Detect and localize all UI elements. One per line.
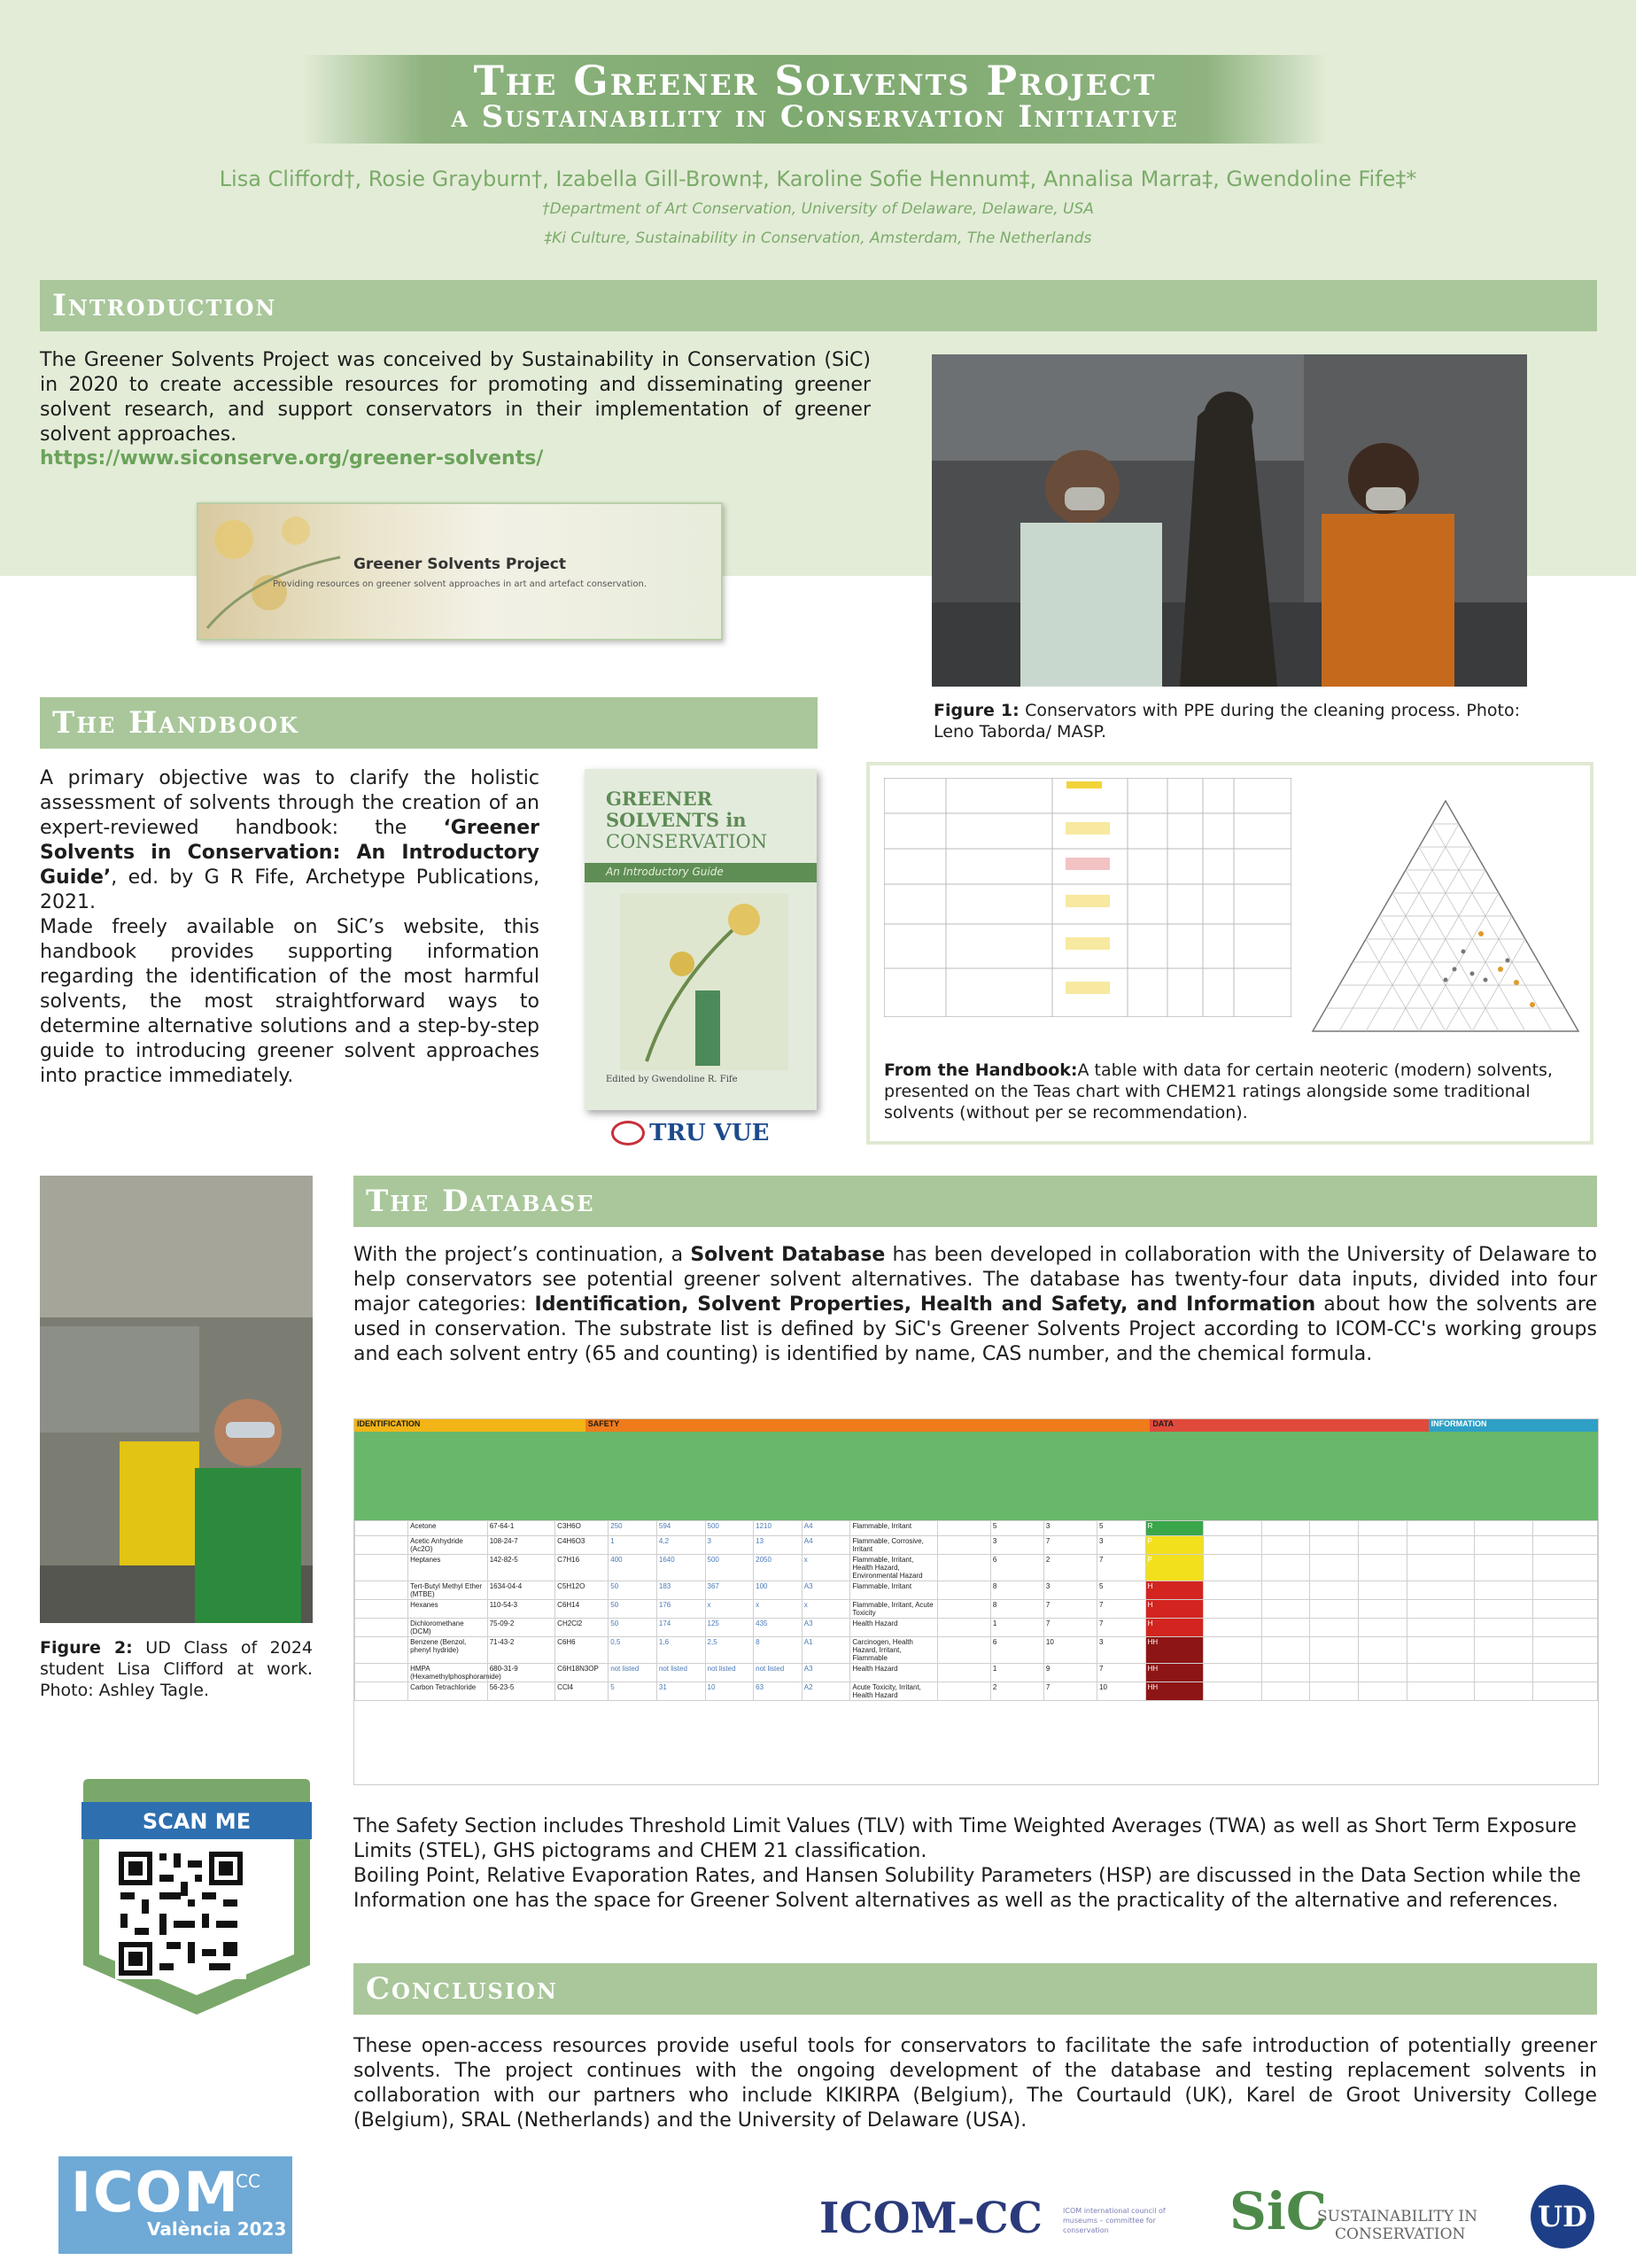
- table-cell: Health Hazard: [850, 1664, 937, 1682]
- table-cell: 8: [990, 1581, 1043, 1600]
- table-cell: Flammable, Irritant, Health Hazard, Environmental Hazard: [850, 1555, 937, 1581]
- table-cell: [1261, 1600, 1310, 1619]
- table-cell: [937, 1664, 990, 1682]
- affiliation-1: †Department of Art Conservation, University of Delaware, Delaware, USA: [542, 200, 1094, 218]
- table-cell: [1532, 1555, 1597, 1581]
- table-cell: 183: [656, 1581, 705, 1600]
- handbook-text-a: A primary objective was to clarify the holistic assessment of solvents through the creation of an expert-reviewed handbook: the: [40, 767, 539, 839]
- table-cell: C6H14: [555, 1600, 609, 1619]
- table-cell: [1310, 1637, 1359, 1664]
- database-text-5: about how the solvents are used in conservation. The substrate list is defined by SiC's Greener Solvents Project according to ICOM-CC's working groups and each solvent entry (65 and counting) is identified by name, CAS number, and the chemical formula.: [353, 1293, 1597, 1365]
- table-cell: 5: [1097, 1581, 1146, 1600]
- handbook-text-c: , ed. by G R Fife, Archetype Publications, 2021.: [40, 866, 539, 913]
- table-cell: 3: [1097, 1536, 1146, 1555]
- truvue-logo: [611, 1120, 769, 1146]
- table-cell: 7: [1097, 1619, 1146, 1637]
- table-cell: 7: [1043, 1619, 1097, 1637]
- table-cell: 435: [754, 1619, 802, 1637]
- handbook-paragraph-1: [40, 766, 539, 915]
- table-cell: 3: [705, 1536, 754, 1555]
- table-cell: 1: [990, 1619, 1043, 1637]
- database-text-1: With the project’s continuation, a: [353, 1244, 691, 1266]
- table-cell: [1204, 1555, 1262, 1581]
- table-cell: 10: [1097, 1682, 1146, 1701]
- table-cell: C3H6O: [555, 1521, 609, 1536]
- table-cell: Health Hazard: [850, 1619, 937, 1637]
- table-cell: x: [802, 1555, 850, 1581]
- table-cell: [1358, 1619, 1407, 1637]
- table-cell: [1204, 1619, 1262, 1637]
- table-cell: 1,6: [656, 1637, 705, 1664]
- table-cell: not listed: [754, 1664, 802, 1682]
- table-cell: [1532, 1664, 1597, 1682]
- table-cell: 2: [990, 1682, 1043, 1701]
- table-cell: [1407, 1581, 1474, 1600]
- table-cell: [355, 1682, 408, 1701]
- table-row: [355, 1664, 1598, 1682]
- table-cell: A4: [802, 1536, 850, 1555]
- table-cell: [1532, 1637, 1597, 1664]
- table-cell: Flammable, Irritant: [850, 1521, 937, 1536]
- table-cell: 5: [1097, 1521, 1146, 1536]
- table-cell: CCl4: [555, 1682, 609, 1701]
- table-cell: [1261, 1555, 1310, 1581]
- table-cell: [355, 1536, 408, 1555]
- table-cell: [355, 1521, 408, 1536]
- table-cell: [1475, 1664, 1533, 1682]
- table-cell: Acetic Anhydride (Ac2O): [408, 1536, 488, 1555]
- table-cell: not listed: [609, 1664, 657, 1682]
- table-cell: [1310, 1581, 1359, 1600]
- category-safety: SAFETY: [585, 1419, 1151, 1432]
- table-cell: HH: [1145, 1637, 1204, 1664]
- table-cell: 1634-04-4: [487, 1581, 554, 1600]
- safety-section-text: The Safety Section includes Threshold Limit Values (TLV) with Time Weighted Averages (TWA) as well as Short Term Exposure Limits (STEL), GHS pictograms and CHEM 21 classification.: [353, 1815, 1577, 1862]
- table-cell: [1204, 1536, 1262, 1555]
- figure2-label: Figure 2:: [40, 1638, 133, 1658]
- category-information: INFORMATION: [1429, 1419, 1598, 1432]
- table-cell: [1407, 1682, 1474, 1701]
- table-cell: [937, 1637, 990, 1664]
- table-cell: 7: [1043, 1682, 1097, 1701]
- table-cell: 5: [990, 1521, 1043, 1536]
- table-cell: 7: [1097, 1600, 1146, 1619]
- table-cell: 6: [990, 1555, 1043, 1581]
- table-cell: H: [1145, 1619, 1204, 1637]
- table-cell: x: [705, 1600, 754, 1619]
- from-handbook-caption: [884, 1060, 1584, 1123]
- table-cell: 3: [1043, 1581, 1097, 1600]
- table-cell: [937, 1619, 990, 1637]
- figure1-text: Conservators with PPE during the cleaning process. Photo: Leno Taborda/ MASP.: [934, 701, 1520, 742]
- table-cell: Heptanes: [408, 1555, 488, 1581]
- table-cell: A4: [802, 1521, 850, 1536]
- table-row: [355, 1581, 1598, 1600]
- table-cell: [355, 1664, 408, 1682]
- affiliation-2: ‡Ki Culture, Sustainability in Conservation, Amsterdam, The Netherlands: [544, 229, 1092, 247]
- table-cell: [1310, 1682, 1359, 1701]
- valencia-text: València 2023: [147, 2218, 287, 2240]
- intro-heading: Introduction: [40, 280, 1597, 331]
- poster-title: The Greener Solvents Project: [473, 57, 1157, 105]
- sic-text-line1: SUSTAINABILITY IN: [1317, 2208, 1477, 2225]
- table-cell: [1532, 1521, 1597, 1536]
- category-bar: [354, 1419, 1598, 1432]
- conclusion-text: These open-access resources provide useful tools for conservators to facilitate the safe introduction of potentially greener solvents. The project continues with the ongoing development of the database and testing replacement solvents in collaboration with our partners who include KIKIRPA (Belgium), The Courtauld (UK), Karel de Groot University College (Belgium), SRAL (Netherlands) and the University of Delaware (USA).: [353, 2035, 1597, 2132]
- table-cell: 500: [705, 1521, 754, 1536]
- table-cell: x: [802, 1600, 850, 1619]
- table-cell: HH: [1145, 1682, 1204, 1701]
- table-cell: 13: [754, 1536, 802, 1555]
- table-cell: Flammable, Corrosive, Irritant: [850, 1536, 937, 1555]
- banner-title: Greener Solvents Project: [353, 555, 567, 573]
- database-heading: The Database: [353, 1176, 1597, 1227]
- table-cell: 5: [609, 1682, 657, 1701]
- table-cell: [355, 1637, 408, 1664]
- table-cell: 7: [1097, 1555, 1146, 1581]
- scan-me-label: SCAN ME: [142, 1809, 252, 1834]
- table-cell: 3: [990, 1536, 1043, 1555]
- table-cell: HMPA (Hexamethylphosphoramide): [408, 1664, 488, 1682]
- icom-logo-text: ICOM: [71, 2160, 240, 2225]
- table-cell: [1475, 1555, 1533, 1581]
- ud-logo: UD: [1531, 2185, 1594, 2249]
- banner-subtitle: Providing resources on greener solvent approaches in art and artefact conservation.: [272, 579, 647, 589]
- table-cell: [1475, 1521, 1533, 1536]
- handbook-heading: The Handbook: [40, 697, 818, 749]
- table-cell: Flammable, Irritant, Acute Toxicity: [850, 1600, 937, 1619]
- from-handbook-label: From the Handbook:: [884, 1060, 1078, 1080]
- figure2-photo: [40, 1176, 313, 1623]
- table-cell: 10: [705, 1682, 754, 1701]
- table-cell: [1407, 1536, 1474, 1555]
- table-cell: [1204, 1664, 1262, 1682]
- conclusion-heading: Conclusion: [353, 1963, 1597, 2015]
- table-cell: [1358, 1581, 1407, 1600]
- figure2-text: UD Class of 2024 student Lisa Clifford at work. Photo: Ashley Tagle.: [40, 1638, 314, 1700]
- table-cell: [937, 1581, 990, 1600]
- table-cell: 4,2: [656, 1536, 705, 1555]
- figure1-label: Figure 1:: [934, 701, 1020, 720]
- handbook-title-bold: ‘Greener Solvents in Conservation: An Introductory Guide’: [40, 817, 539, 889]
- table-cell: [1204, 1521, 1262, 1536]
- table-cell: A3: [802, 1664, 850, 1682]
- book-title-3: CONSERVATION: [606, 831, 768, 852]
- table-cell: 67-64-1: [487, 1521, 554, 1536]
- table-cell: 594: [656, 1521, 705, 1536]
- table-cell: [937, 1536, 990, 1555]
- database-text-bold-2: Identification, Solvent Properties, Health and Safety, and Information: [534, 1293, 1316, 1316]
- table-cell: not listed: [705, 1664, 754, 1682]
- icomcc-logo-text: ICOM-CC: [819, 2194, 1043, 2243]
- table-cell: 125: [705, 1619, 754, 1637]
- table-cell: [1532, 1682, 1597, 1701]
- table-cell: [1407, 1521, 1474, 1536]
- table-cell: [937, 1521, 990, 1536]
- table-cell: A3: [802, 1619, 850, 1637]
- conservators-photo: [932, 354, 1527, 687]
- table-cell: 0,5: [609, 1637, 657, 1664]
- table-cell: [1358, 1555, 1407, 1581]
- table-cell: 50: [609, 1619, 657, 1637]
- table-cell: 367: [705, 1581, 754, 1600]
- table-cell: 500: [705, 1555, 754, 1581]
- scan-me-badge: [81, 1777, 312, 2016]
- table-cell: 7: [1043, 1600, 1097, 1619]
- table-cell: [1407, 1664, 1474, 1682]
- table-cell: [1310, 1555, 1359, 1581]
- table-cell: 250: [609, 1521, 657, 1536]
- table-cell: 8: [990, 1600, 1043, 1619]
- table-cell: [937, 1555, 990, 1581]
- table-cell: A3: [802, 1581, 850, 1600]
- table-cell: 3: [1097, 1637, 1146, 1664]
- book-tagline: An Introductory Guide: [606, 866, 724, 878]
- book-title-1: GREENER: [606, 788, 713, 810]
- table-cell: [1407, 1619, 1474, 1637]
- table-cell: C5H12O: [555, 1581, 609, 1600]
- table-cell: [1358, 1682, 1407, 1701]
- icomcc-logo: [819, 2194, 1043, 2243]
- table-cell: C4H6O3: [555, 1536, 609, 1555]
- table-cell: 680-31-9: [487, 1664, 554, 1682]
- table-cell: [1261, 1637, 1310, 1664]
- table-cell: 108-24-7: [487, 1536, 554, 1555]
- table-cell: HH: [1145, 1664, 1204, 1682]
- table-cell: [1358, 1521, 1407, 1536]
- figure1-caption: [934, 700, 1520, 742]
- table-cell: A2: [802, 1682, 850, 1701]
- table-cell: [1475, 1682, 1533, 1701]
- table-cell: [355, 1600, 408, 1619]
- table-cell: [1358, 1600, 1407, 1619]
- table-cell: [1261, 1581, 1310, 1600]
- table-cell: [1407, 1637, 1474, 1664]
- data-section-text: Boiling Point, Relative Evaporation Rates, and Hansen Solubility Parameters (HSP) are discussed in the Data Section while the Information one has the space for Greener Solvent alternatives as well as the practicality of the alternative and references.: [353, 1865, 1581, 1912]
- table-cell: 1210: [754, 1521, 802, 1536]
- database-text: [353, 1243, 1597, 1367]
- table-cell: [1532, 1581, 1597, 1600]
- category-data: DATA: [1150, 1419, 1428, 1432]
- table-cell: 2: [1043, 1555, 1097, 1581]
- table-cell: [355, 1555, 408, 1581]
- table-cell: 7: [1097, 1664, 1146, 1682]
- table-cell: [1310, 1664, 1359, 1682]
- table-cell: CH2Cl2: [555, 1619, 609, 1637]
- table-row: [355, 1521, 1598, 1536]
- figure1-photo: [932, 354, 1527, 687]
- icomcc-small-text: ICOM international council of museums – committee for conservation: [1063, 2207, 1166, 2234]
- table-cell: [1475, 1600, 1533, 1619]
- table-cell: 174: [656, 1619, 705, 1637]
- table-cell: C7H16: [555, 1555, 609, 1581]
- table-cell: [1261, 1619, 1310, 1637]
- table-cell: 6: [990, 1637, 1043, 1664]
- book-cover: [585, 769, 817, 1110]
- table-row: [355, 1555, 1598, 1581]
- table-cell: [1475, 1581, 1533, 1600]
- table-cell: [937, 1600, 990, 1619]
- table-cell: [1532, 1536, 1597, 1555]
- table-cell: 1: [990, 1664, 1043, 1682]
- table-cell: 400: [609, 1555, 657, 1581]
- table-cell: [1204, 1637, 1262, 1664]
- table-cell: not listed: [656, 1664, 705, 1682]
- table-cell: C6H6: [555, 1637, 609, 1664]
- sic-text-line2: CONSERVATION: [1335, 2225, 1466, 2243]
- poster-subtitle: a Sustainability in Conservation Initiative: [451, 99, 1179, 135]
- table-cell: 56-23-5: [487, 1682, 554, 1701]
- table-cell: 50: [609, 1581, 657, 1600]
- table-cell: 9: [1043, 1664, 1097, 1682]
- intro-text: The Greener Solvents Project was conceived by Sustainability in Conservation (SiC) in 2020 to create accessible resources for promoting and disseminating greener solvent research, and support conservators in their implementation of greener solvent approaches.: [40, 349, 871, 446]
- table-cell: [1532, 1619, 1597, 1637]
- table-cell: [355, 1619, 408, 1637]
- student-photo: [40, 1176, 313, 1623]
- table-cell: [1261, 1664, 1310, 1682]
- book-editor: Edited by Gwendoline R. Fife: [606, 1075, 738, 1084]
- table-cell: Hexanes: [408, 1600, 488, 1619]
- table-cell: [1407, 1555, 1474, 1581]
- category-identification: IDENTIFICATION: [354, 1419, 585, 1432]
- table-cell: 71-43-2: [487, 1637, 554, 1664]
- book-illustration: [620, 893, 788, 1070]
- table-cell: H: [1145, 1581, 1204, 1600]
- table-cell: P: [1145, 1555, 1204, 1581]
- table-cell: 63: [754, 1682, 802, 1701]
- table-cell: C6H18N3OP: [555, 1664, 609, 1682]
- table-row: [355, 1637, 1598, 1664]
- table-cell: [1204, 1581, 1262, 1600]
- table-cell: [1532, 1600, 1597, 1619]
- icom-logo-cc: CC: [236, 2171, 260, 2192]
- table-cell: 31: [656, 1682, 705, 1701]
- table-cell: [1204, 1600, 1262, 1619]
- table-cell: [1475, 1536, 1533, 1555]
- table-cell: 3: [1043, 1521, 1097, 1536]
- table-cell: Acetone: [408, 1521, 488, 1536]
- table-cell: 100: [754, 1581, 802, 1600]
- table-cell: [1310, 1619, 1359, 1637]
- table-cell: [1261, 1521, 1310, 1536]
- table-cell: 8: [754, 1637, 802, 1664]
- table-cell: [1475, 1619, 1533, 1637]
- handbook-table-image: [884, 778, 1291, 1017]
- table-cell: 1640: [656, 1555, 705, 1581]
- table-cell: 7: [1043, 1536, 1097, 1555]
- table-cell: 110-54-3: [487, 1600, 554, 1619]
- table-cell: Carbon Tetrachloride: [408, 1682, 488, 1701]
- table-cell: [1204, 1682, 1262, 1701]
- table-cell: [937, 1682, 990, 1701]
- table-header-area: [354, 1432, 1598, 1520]
- table-cell: [355, 1581, 408, 1600]
- table-cell: 75-09-2: [487, 1619, 554, 1637]
- from-handbook-text: A table with data for certain neoteric (modern) solvents, presented on the Teas chart with CHEM21 ratings alongside some traditional solvents (without per se recommendation).: [884, 1060, 1553, 1122]
- book-title-2: SOLVENTS in: [606, 809, 747, 831]
- table-cell: [1310, 1600, 1359, 1619]
- handbook-figure-panel: [866, 762, 1593, 1145]
- table-cell: 2,5: [705, 1637, 754, 1664]
- table-cell: 176: [656, 1600, 705, 1619]
- table-cell: Acute Toxicity, Irritant, Health Hazard: [850, 1682, 937, 1701]
- table-cell: [1358, 1664, 1407, 1682]
- intro-link[interactable]: https://www.siconserve.org/greener-solvents/: [40, 447, 544, 470]
- table-cell: 142-82-5: [487, 1555, 554, 1581]
- figure2-caption: [40, 1637, 313, 1701]
- table-cell: A1: [802, 1637, 850, 1664]
- table-cell: Benzene (Benzol, phenyl hydride): [408, 1637, 488, 1664]
- table-cell: x: [754, 1600, 802, 1619]
- table-cell: [1261, 1682, 1310, 1701]
- website-banner: [197, 502, 723, 641]
- database-text-bold-1: Solvent Database: [690, 1244, 886, 1266]
- database-table: [353, 1418, 1599, 1785]
- truvue-text: TRU VUE: [649, 1120, 770, 1146]
- icom-valencia-logo: [58, 2156, 292, 2254]
- table-body: [354, 1520, 1598, 1701]
- teas-chart-image: [1304, 792, 1587, 1049]
- table-cell: Dichloromethane (DCM): [408, 1619, 488, 1637]
- table-cell: 1: [609, 1536, 657, 1555]
- table-cell: [1261, 1536, 1310, 1555]
- handbook-paragraph-2: Made freely available on SiC’s website, this handbook provides supporting information regarding the identification of the most harmful solvents, the most straightforward ways to determine alternative solutions and a step-by-step guide to introducing greener solvent approaches into practice immediately.: [40, 916, 539, 1087]
- sic-logo-text: [1317, 2208, 1477, 2243]
- table-cell: [1310, 1536, 1359, 1555]
- table-cell: [1358, 1536, 1407, 1555]
- table-cell: Flammable, Irritant: [850, 1581, 937, 1600]
- table-cell: [1475, 1637, 1533, 1664]
- table-row: [355, 1600, 1598, 1619]
- table-row: [355, 1619, 1598, 1637]
- table-row: [355, 1536, 1598, 1555]
- truvue-icon: [611, 1121, 645, 1146]
- table-cell: P: [1145, 1536, 1204, 1555]
- table-cell: 10: [1043, 1637, 1097, 1664]
- table-cell: Tert-Butyl Methyl Ether (MTBE): [408, 1581, 488, 1600]
- table-cell: [1407, 1600, 1474, 1619]
- table-cell: [1310, 1521, 1359, 1536]
- database-text-3: has been developed in collaboration with the University of Delaware to help conservators see potential greener solvent alternatives. The database has twenty-four data inputs, divided into four major categories:: [353, 1244, 1597, 1316]
- table-cell: 50: [609, 1600, 657, 1619]
- table-row: [355, 1682, 1598, 1701]
- table-cell: Carcinogen, Health Hazard, Irritant, Flammable: [850, 1637, 937, 1664]
- table-cell: R: [1145, 1521, 1204, 1536]
- authors: Lisa Clifford†, Rosie Grayburn†, Izabella Gill-Brown‡, Karoline Sofie Hennum‡, Annalisa Marra‡, Gwendoline Fife‡*: [219, 167, 1417, 191]
- sic-logo: SiC: [1229, 2181, 1328, 2241]
- qr-code-icon[interactable]: [115, 1848, 246, 1979]
- table-cell: [1358, 1637, 1407, 1664]
- table-cell: H: [1145, 1600, 1204, 1619]
- table-cell: 2050: [754, 1555, 802, 1581]
